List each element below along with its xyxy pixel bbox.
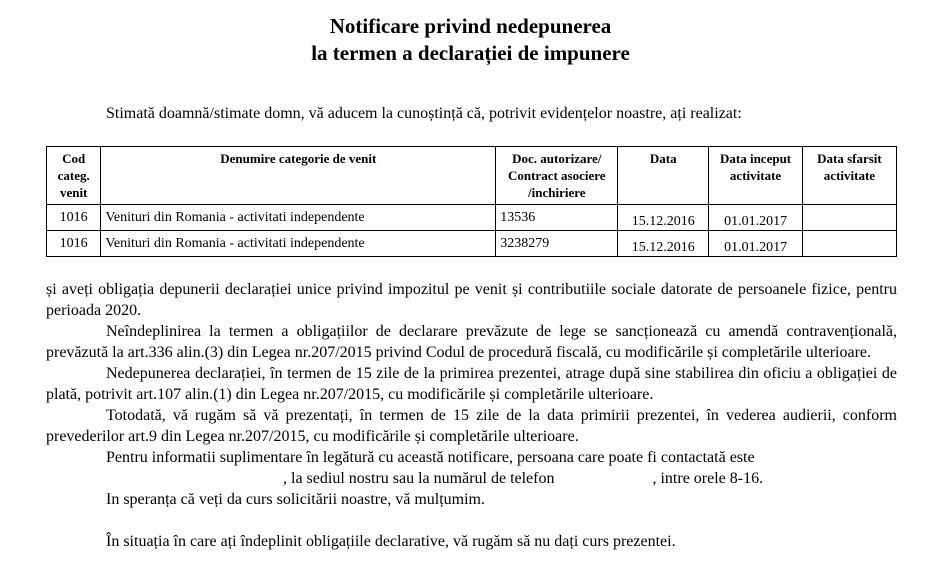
table-header-row [47,147,897,205]
header-cod [47,147,101,205]
cell-doc: 13536 [496,205,618,231]
cell-sfarsit [802,231,896,257]
notification-body [46,279,897,552]
header-data: Data [618,147,709,205]
header-sfarsit-line1: Data sfarsit [817,151,882,166]
paragraph-thanks: In speranța că veți da curs solicitării noastre, vă mulțumim. [106,491,485,508]
intro-text: Stimată doamnă/stimate domn, vă aducem la cunoștință că, potrivit evidențelor noastre, ați realizat: [106,105,742,122]
header-doc [496,147,618,205]
cell-cod: 1016 [47,205,101,231]
cell-categorie: Venituri din Romania - activitati independente [101,231,496,257]
cell-inceput: 01.01.2017 [709,231,803,257]
header-inceput [709,147,803,205]
header-sfarsit [802,147,896,205]
cell-cod: 1016 [47,231,101,257]
paragraph-obligation: și aveți obligația depunerii declarației unice privind impozitul pe venit și contributiile sociale datorate de persoanele fizice, pentru perioada 2020. [46,281,897,319]
contact-text-3: , intre orele 8-16. [652,470,764,487]
header-cod-line3: venit [59,185,88,200]
title-line-2: la termen a declarației de impunere [311,41,630,65]
income-table [46,146,897,257]
header-cod-line1: Cod [62,151,86,166]
paragraph-disregard: În situația în care ați îndeplinit obligațiile declarative, vă rugăm să nu dați curs prezentei. [106,533,676,550]
document-title [0,13,941,67]
table-row [47,205,897,231]
paragraph-hearing: Totodată, vă rugăm să vă prezentați, în termen de 15 zile de la data primirii prezentei, în vederea audierii, conform prevederilor art.9 din Legea nr.207/2015, cu modificările și completările ulterioare. [46,407,897,445]
paragraph-contact [46,447,897,489]
header-doc-line3: /inchiriere [528,185,586,200]
header-inceput-line1: Data inceput [719,151,792,166]
header-sfarsit-line2: activitate [823,168,876,183]
contact-text-2: , la sediul nostru sau la numărul de telefon [283,470,555,487]
cell-data: 15.12.2016 [618,231,709,257]
header-categorie: Denumire categorie de venit [101,147,496,205]
header-doc-line1: Doc. autorizare/ [512,151,602,166]
header-doc-line2: Contract asociere [507,168,606,183]
paragraph-default-assessment: Nedepunerea declarației, în termen de 15 zile de la primirea prezentei, atrage după sine stabilirea din oficiu a obligației de plată, potrivit art.107 alin.(1) din Legea nr.207/2015, cu modificările și completările ulterioare. [46,365,897,403]
cell-sfarsit [802,205,896,231]
cell-categorie: Venituri din Romania - activitati independente [101,205,496,231]
table-row [47,231,897,257]
paragraph-sanction: Neîndeplinirea la termen a obligațiilor de declarare prevăzute de lege se sancționează cu amendă contravențională, prevăzută la art.336 alin.(3) din Legea nr.207/2015 privind Codul de procedură fiscală, cu modificările și completările ulterioare. [46,323,897,361]
cell-inceput: 01.01.2017 [709,205,803,231]
contact-text-1: Pentru informatii suplimentare în legătură cu această notificare, persoana care poate fi contactată este [106,449,755,466]
cell-data: 15.12.2016 [618,205,709,231]
cell-doc: 3238279 [496,231,618,257]
title-line-1: Notificare privind nedepunerea [329,14,612,38]
header-inceput-line2: activitate [729,168,782,183]
header-cod-line2: categ. [57,168,90,183]
